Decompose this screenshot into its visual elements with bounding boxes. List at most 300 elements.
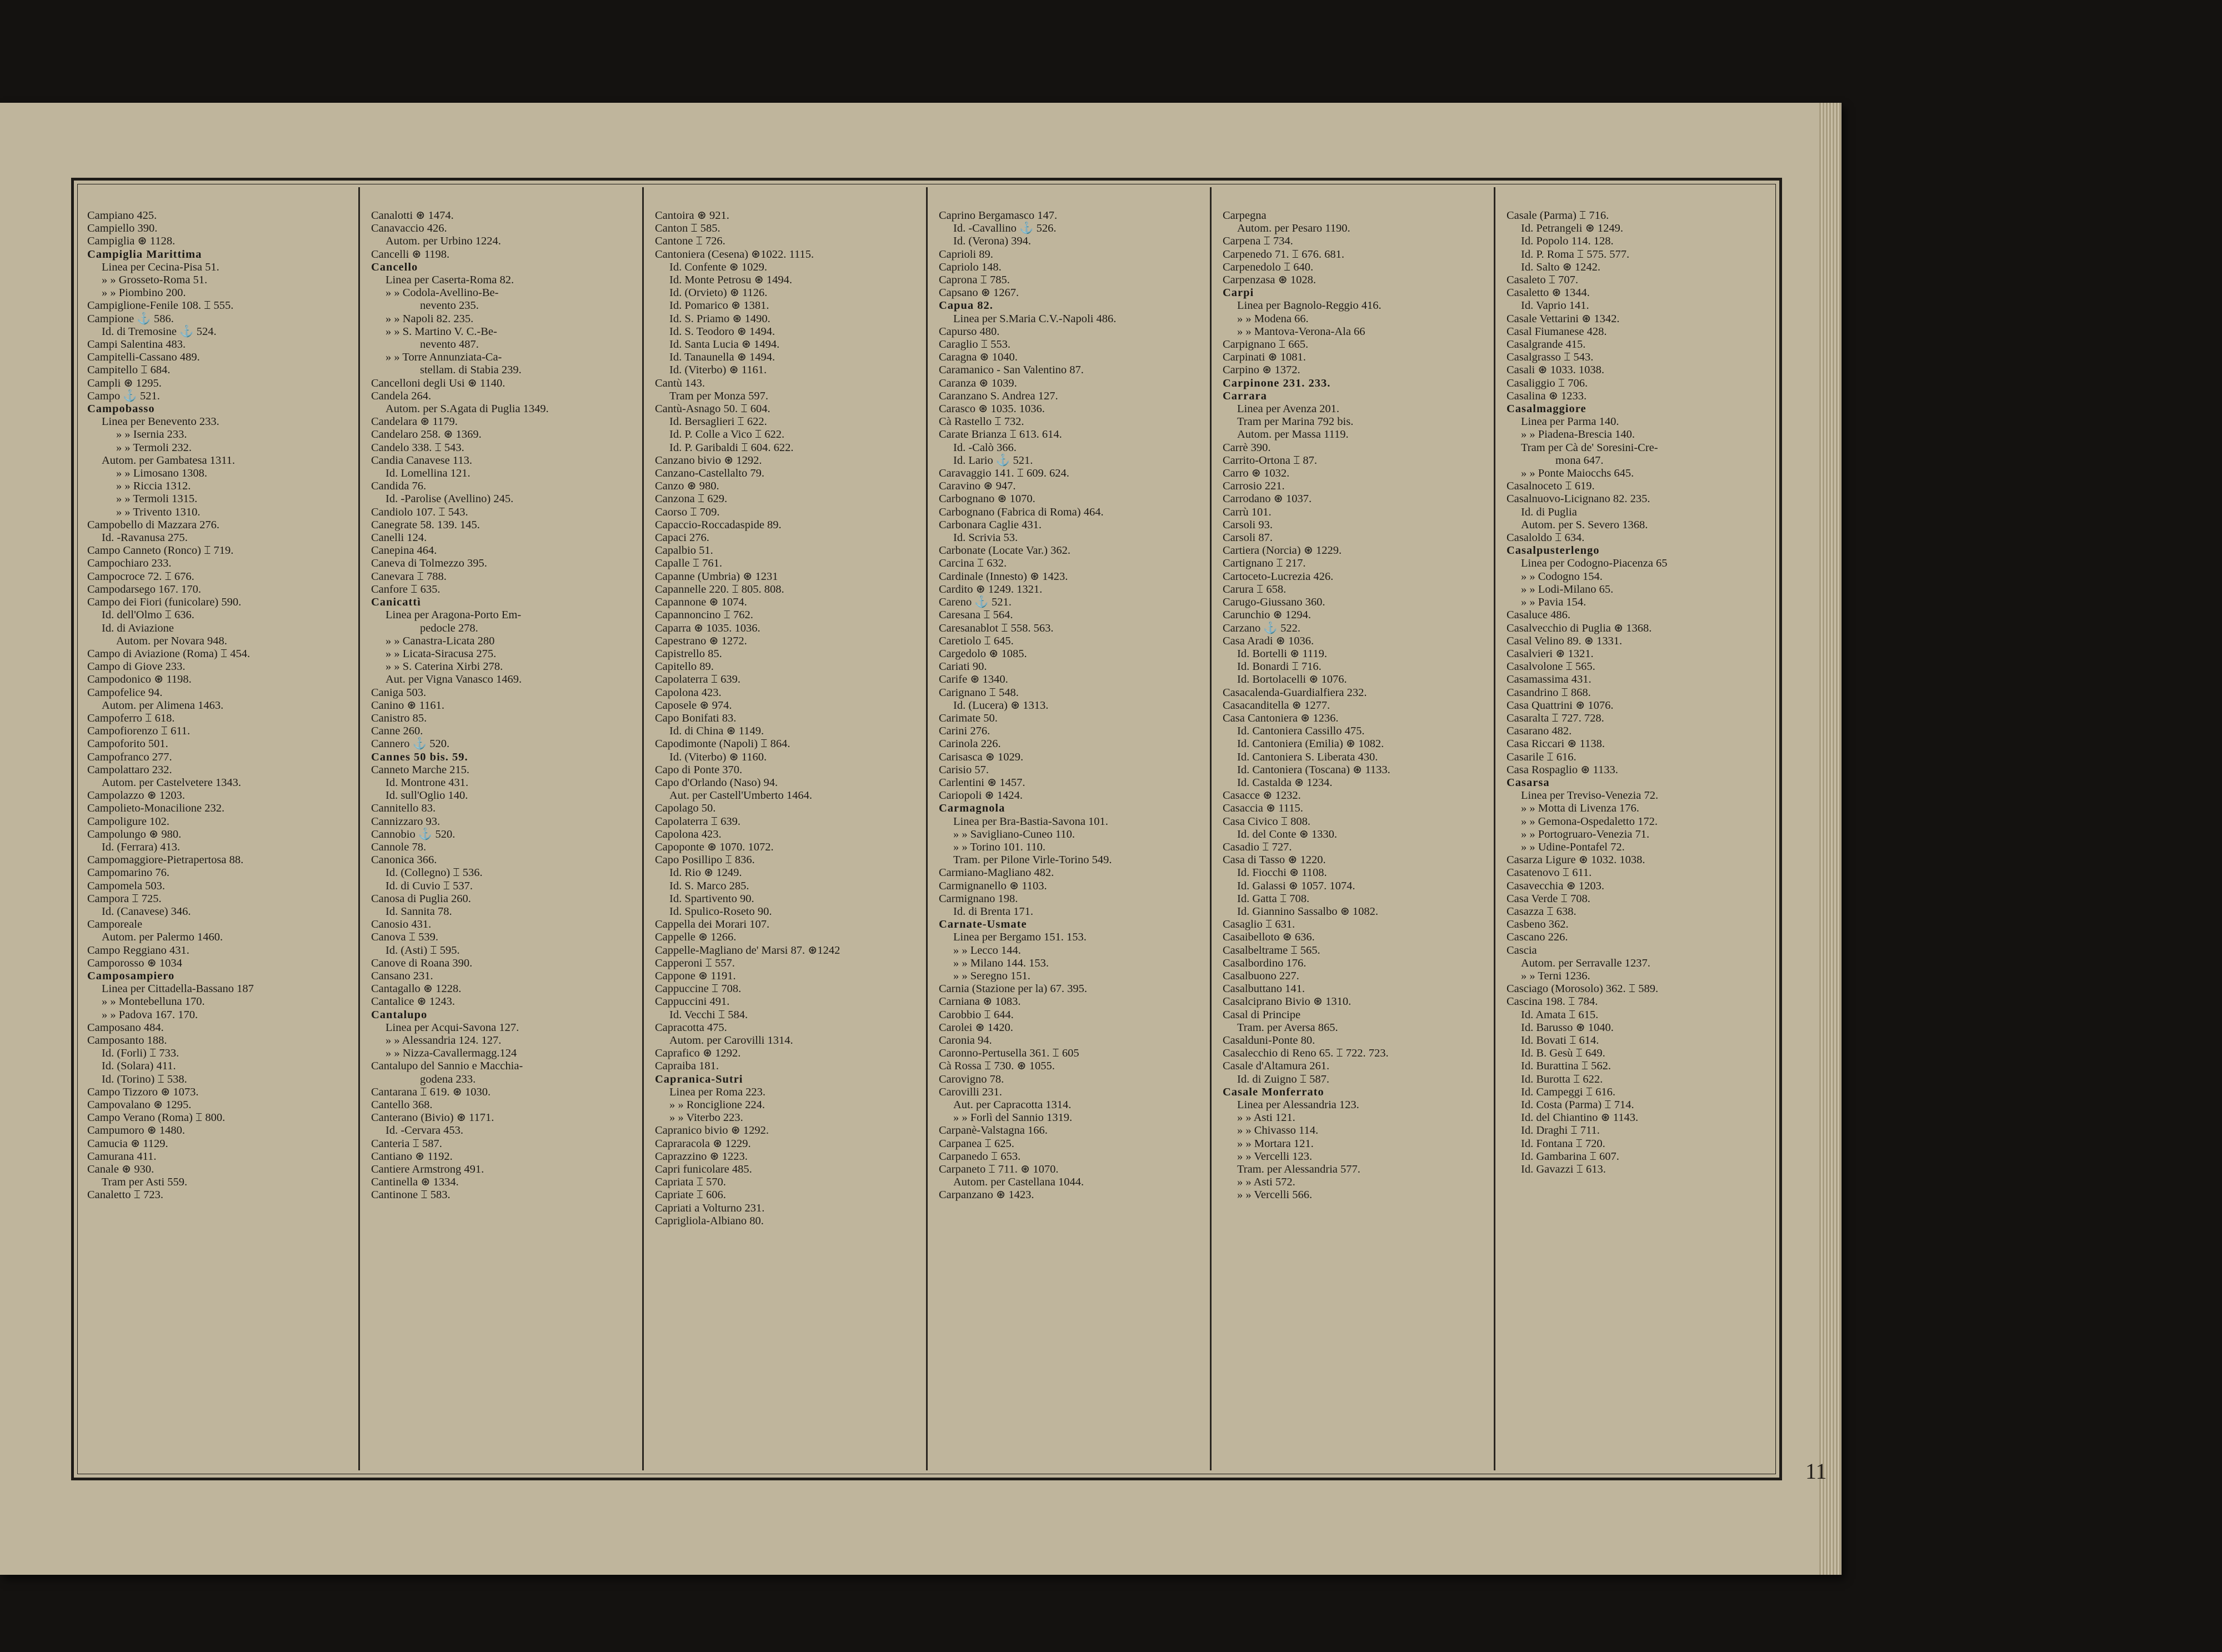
index-entry: nevento 235. — [420, 299, 479, 312]
index-entry: Id. Tanaunella ⊛ 1494. — [669, 351, 775, 364]
index-entry: Id. Costa (Parma) ⌶ 714. — [1521, 1099, 1634, 1112]
index-entry: Canneto Marche 215. — [371, 763, 470, 776]
index-entry: Id. (Viterbo) ⊛ 1161. — [669, 364, 767, 377]
index-entry: Caprigliola-Albiano 80. — [655, 1214, 764, 1227]
index-entry: Cantù-Asnago 50. ⌶ 604. — [655, 403, 770, 415]
index-entry: Camporosso ⊛ 1034 — [87, 957, 182, 969]
index-entry: Canaletto ⌶ 723. — [87, 1189, 163, 1202]
index-entry: Cantello 368. — [371, 1099, 433, 1112]
index-entry: Casa Cantoniera ⊛ 1236. — [1223, 712, 1339, 724]
index-entry: Capsano ⊛ 1267. — [939, 287, 1019, 299]
index-entry: Casal Fiumanese 428. — [1507, 325, 1607, 338]
page-edge — [1819, 103, 1841, 1575]
index-entry: Carunchio ⊛ 1294. — [1223, 609, 1311, 622]
index-entry: Capperoni ⌶ 557. — [655, 957, 735, 969]
index-entry: » » Vercelli 566. — [1237, 1189, 1313, 1202]
index-entry: Cantone ⌶ 726. — [655, 235, 725, 248]
index-entry: Tram per Cà de' Soresini-Cre- — [1521, 441, 1658, 454]
index-entry: Caresana ⌶ 564. — [939, 609, 1013, 622]
index-entry: Autom. per Massa 1119. — [1237, 428, 1349, 441]
index-entry: » » Canastra-Licata 280 — [386, 634, 495, 647]
index-entry: » » Montebelluna 170. — [102, 995, 205, 1008]
index-entry: Campiano 425. — [87, 209, 157, 222]
index-entry: Id. di Brenta 171. — [953, 905, 1034, 918]
index-entry: Id. di Cuvio ⌶ 537. — [386, 879, 473, 892]
index-entry: Id. (Ferrara) 413. — [102, 840, 181, 853]
index-entry: Linea per Bagnolo-Reggio 416. — [1237, 299, 1382, 312]
index-entry: Carrito-Ortona ⌶ 87. — [1223, 454, 1317, 467]
index-entry: Carmiano-Magliano 482. — [939, 867, 1054, 879]
index-entry: Canelli 124. — [371, 532, 427, 544]
index-entry: » » Codogno 154. — [1521, 570, 1603, 583]
index-entry: Id. Salto ⊛ 1242. — [1521, 261, 1601, 273]
index-entry: Candiolo 107. ⌶ 543. — [371, 505, 468, 518]
index-entry: Cannitello 83. — [371, 802, 436, 815]
index-entry: Id. Giannino Sassalbo ⊛ 1082. — [1237, 905, 1379, 918]
index-entry: Capriati a Volturno 231. — [655, 1202, 765, 1214]
index-entry: Casali ⊛ 1033. 1038. — [1507, 364, 1605, 377]
index-heading: Casarsa — [1507, 776, 1550, 789]
index-entry: Carobbio ⌶ 644. — [939, 1008, 1014, 1021]
index-entry: Campitelli-Cassano 489. — [87, 351, 200, 364]
index-entry: Casavecchia ⊛ 1203. — [1507, 879, 1604, 892]
index-entry: Capracotta 475. — [655, 1021, 727, 1034]
index-entry: Capraiba 181. — [655, 1060, 719, 1073]
index-entry: Id. Bonardi ⌶ 716. — [1237, 660, 1322, 673]
index-entry: Autom. per Gambatesa 1311. — [102, 454, 236, 467]
index-column-6 — [1507, 209, 1773, 1470]
index-heading: Carrara — [1223, 389, 1267, 402]
index-entry: Casalvecchio di Puglia ⊛ 1368. — [1507, 622, 1652, 634]
index-entry: Capoponte ⊛ 1070. 1072. — [655, 840, 774, 853]
index-entry: Canepina 464. — [371, 544, 437, 557]
index-entry: Carugo-Giussano 360. — [1223, 596, 1325, 609]
index-entry: Campocroce 72. ⌶ 676. — [87, 570, 194, 583]
index-entry: » » Grosseto-Roma 51. — [102, 274, 208, 287]
index-entry: Camporeale — [87, 918, 143, 931]
index-entry: Casal Velino 89. ⊛ 1331. — [1507, 634, 1623, 647]
index-entry: Id. (Canavese) 346. — [102, 905, 191, 918]
index-heading: Carpinone 231. 233. — [1223, 377, 1331, 389]
index-entry: Carpanea ⌶ 625. — [939, 1137, 1014, 1150]
index-entry: » » Ponte Maiocchs 645. — [1521, 467, 1634, 480]
index-entry: Canove di Roana 390. — [371, 957, 473, 969]
index-entry: Autom. per Carovilli 1314. — [669, 1034, 793, 1047]
index-column-1 — [87, 209, 351, 1470]
index-entry: Id. S. Priamo ⊛ 1490. — [669, 312, 770, 325]
index-entry: » » Vercelli 123. — [1237, 1150, 1313, 1163]
index-entry: Id. Cantoniera (Toscana) ⊛ 1133. — [1237, 763, 1390, 776]
index-entry: Capriata ⌶ 570. — [655, 1176, 726, 1189]
index-entry: Carovilli 231. — [939, 1085, 1002, 1098]
index-entry: Id. Bovati ⌶ 614. — [1521, 1034, 1599, 1047]
index-entry: » » Savigliano-Cuneo 110. — [953, 828, 1075, 840]
index-entry: Campolazzo ⊛ 1203. — [87, 789, 186, 802]
index-entry: Casandrino ⌶ 868. — [1507, 686, 1591, 699]
index-entry: Canzona ⌶ 629. — [655, 493, 728, 505]
index-entry: Caprafico ⊛ 1292. — [655, 1047, 741, 1060]
index-entry: Id. Pomarico ⊛ 1381. — [669, 299, 769, 312]
index-entry: Carpaneto ⌶ 711. ⊛ 1070. — [939, 1163, 1059, 1176]
index-entry: Linea per Bra-Bastia-Savona 101. — [953, 815, 1108, 828]
index-entry: » » Riccia 1312. — [116, 480, 191, 493]
index-entry: Campo di Giove 233. — [87, 660, 186, 673]
index-entry: Caprona ⌶ 785. — [939, 274, 1010, 287]
index-entry: Casalgrasso ⌶ 543. — [1507, 351, 1594, 364]
index-entry: Campomela 503. — [87, 879, 166, 892]
index-entry: Capannelle 220. ⌶ 805. 808. — [655, 583, 784, 595]
index-entry: Carpegna — [1223, 209, 1267, 222]
index-entry: Campo dei Fiori (funicolare) 590. — [87, 596, 242, 609]
index-entry: Carpanè-Valstagna 166. — [939, 1124, 1048, 1137]
index-entry: Linea per Aragona-Porto Em- — [386, 609, 522, 622]
index-entry: Id. Bortolacelli ⊛ 1076. — [1237, 673, 1347, 686]
index-heading: Casale Monferrato — [1223, 1085, 1324, 1098]
index-entry: stellam. di Stabia 239. — [420, 364, 522, 377]
index-entry: Carrù 101. — [1223, 505, 1272, 518]
index-entry: Carpenedo 71. ⌶ 676. 681. — [1223, 248, 1344, 261]
index-entry: Cantoira ⊛ 921. — [655, 209, 729, 222]
index-heading: Carnate-Usmate — [939, 918, 1027, 931]
index-entry: Canegrate 58. 139. 145. — [371, 518, 480, 531]
index-entry: Cardinale (Innesto) ⊛ 1423. — [939, 570, 1068, 583]
index-entry: Casacanditella ⊛ 1277. — [1223, 699, 1330, 712]
index-entry: » » Terni 1236. — [1521, 969, 1590, 982]
index-entry: Casalvieri ⊛ 1321. — [1507, 647, 1594, 660]
index-entry: Cantalice ⊛ 1243. — [371, 995, 455, 1008]
index-entry: » » Portogruaro-Venezia 71. — [1521, 828, 1650, 840]
index-entry: Casarza Ligure ⊛ 1032. 1038. — [1507, 854, 1645, 867]
index-heading: Casalpusterlengo — [1507, 544, 1600, 557]
index-entry: Canfore ⌶ 635. — [371, 583, 441, 595]
index-entry: Cannizzaro 93. — [371, 815, 441, 828]
index-entry: Casaluce 486. — [1507, 609, 1570, 622]
index-entry: Id. Gambarina ⌶ 607. — [1521, 1150, 1619, 1163]
index-entry: Id. Campeggi ⌶ 616. — [1521, 1085, 1616, 1098]
index-entry: Cannobio ⚓ 520. — [371, 828, 456, 840]
index-entry: Canavaccio 426. — [371, 222, 447, 235]
index-entry: Casalduni-Ponte 80. — [1223, 1034, 1315, 1047]
index-entry: godena 233. — [420, 1073, 476, 1085]
index-heading: Canicattì — [371, 596, 421, 609]
index-entry: Campolattaro 232. — [87, 763, 172, 776]
index-entry: Carovigno 78. — [939, 1073, 1004, 1085]
index-entry: Carpanedo ⌶ 653. — [939, 1150, 1021, 1163]
index-entry: Capalbio 51. — [655, 544, 713, 557]
index-entry: Carimate 50. — [939, 712, 998, 724]
index-entry: Carzano ⚓ 522. — [1223, 622, 1300, 634]
index-entry: » » Asti 121. — [1237, 1112, 1295, 1124]
index-entry: Id. Spulico-Roseto 90. — [669, 905, 772, 918]
index-entry: Id. di Tremosine ⚓ 524. — [102, 325, 217, 338]
index-entry: Carniana ⊛ 1083. — [939, 995, 1021, 1008]
index-entry: Candelo 338. ⌶ 543. — [371, 441, 464, 454]
index-entry: Carmignanello ⊛ 1103. — [939, 879, 1047, 892]
index-entry: » » Chivasso 114. — [1237, 1124, 1319, 1137]
index-entry: Casaletto ⊛ 1344. — [1507, 287, 1590, 299]
index-entry: Canosio 431. — [371, 918, 432, 931]
index-entry: Id. Petrangeli ⊛ 1249. — [1521, 222, 1623, 235]
index-entry: Id. Cantoniera (Emilia) ⊛ 1082. — [1237, 738, 1384, 750]
index-entry: Campofiorenzo ⌶ 611. — [87, 725, 191, 738]
index-heading: Carmagnola — [939, 802, 1005, 815]
index-entry: » » Termoli 1315. — [116, 493, 198, 505]
index-entry: Casa di Tasso ⊛ 1220. — [1223, 854, 1326, 867]
index-entry: Capestrano ⊛ 1272. — [655, 634, 747, 647]
index-entry: Candela 264. — [371, 389, 432, 402]
index-entry: Id. S. Teodoro ⊛ 1494. — [669, 325, 775, 338]
index-entry: Carmignano 198. — [939, 892, 1018, 905]
index-entry: Canterano (Bivio) ⊛ 1171. — [371, 1112, 494, 1124]
index-entry: Capo di Ponte 370. — [655, 763, 743, 776]
index-entry: Linea per Benevento 233. — [102, 415, 219, 428]
index-entry: Capriate ⌶ 606. — [655, 1189, 726, 1202]
index-entry: Campo Canneto (Ronco) ⌶ 719. — [87, 544, 234, 557]
index-entry: » » S. Martino V. C.-Be- — [386, 325, 497, 338]
index-entry: Carignano ⌶ 548. — [939, 686, 1019, 699]
index-entry: Caramanico - San Valentino 87. — [939, 364, 1084, 377]
index-entry: Id. Bortelli ⊛ 1119. — [1237, 647, 1327, 660]
index-entry: Id. (Lucera) ⊛ 1313. — [953, 699, 1049, 712]
index-entry: Linea per Alessandria 123. — [1237, 1099, 1359, 1112]
index-entry: Id. (Orvieto) ⊛ 1126. — [669, 287, 768, 299]
index-heading: Campobasso — [87, 403, 155, 415]
index-entry: Autom. per S. Severo 1368. — [1521, 518, 1648, 531]
index-entry: Campochiaro 233. — [87, 557, 172, 570]
index-entry: Casalvolone ⌶ 565. — [1507, 660, 1595, 673]
index-heading: Campiglia Marittima — [87, 248, 202, 261]
index-entry: Carnia (Stazione per la) 67. 395. — [939, 983, 1087, 995]
index-entry: Campobello di Mazzara 276. — [87, 518, 219, 531]
column-rule — [642, 187, 644, 1470]
index-entry: Caresanablot ⌶ 558. 563. — [939, 622, 1054, 634]
index-entry: Id. P. Roma ⌶ 575. 577. — [1521, 248, 1630, 261]
index-entry: Cantù 143. — [655, 377, 705, 389]
index-entry: Id. del Chiantino ⊛ 1143. — [1521, 1112, 1639, 1124]
index-entry: Id. Vecchi ⌶ 584. — [669, 1008, 748, 1021]
index-entry: Capo Posillipo ⌶ 836. — [655, 854, 755, 867]
index-entry: Id. (Verona) 394. — [953, 235, 1032, 248]
index-entry: Carife ⊛ 1340. — [939, 673, 1008, 686]
index-entry: Caraglio ⌶ 553. — [939, 338, 1011, 351]
book-page — [0, 103, 1841, 1575]
index-entry: Capannone ⊛ 1074. — [655, 596, 747, 609]
index-entry: » » Modena 66. — [1237, 312, 1309, 325]
index-entry: Canalotti ⊛ 1474. — [371, 209, 454, 222]
index-entry: Cariati 90. — [939, 660, 987, 673]
index-entry: Cascano 226. — [1507, 931, 1568, 944]
index-entry: Id. del Conte ⊛ 1330. — [1237, 828, 1338, 840]
index-entry: Cargedolo ⊛ 1085. — [939, 647, 1027, 660]
column-rule — [1494, 187, 1495, 1470]
index-entry: » » Nizza-Cavallermagg.124 — [386, 1047, 517, 1060]
index-entry: Id. Cantoniera Cassillo 475. — [1237, 725, 1365, 738]
index-entry: Caravino ⊛ 947. — [939, 480, 1016, 493]
index-entry: Id. P. Colle a Vico ⌶ 622. — [669, 428, 785, 441]
index-entry: Id. Castalda ⊛ 1234. — [1237, 776, 1333, 789]
index-entry: Canino ⊛ 1161. — [371, 699, 445, 712]
index-entry: Id. Amata ⌶ 615. — [1521, 1008, 1599, 1021]
index-entry: Cappuccine ⌶ 708. — [655, 983, 742, 995]
index-entry: Carbognano (Fabrica di Roma) 464. — [939, 505, 1104, 518]
index-entry: Capolona 423. — [655, 828, 722, 840]
index-entry: Linea per Caserta-Roma 82. — [386, 274, 514, 287]
index-entry: Tram per Marina 792 bis. — [1237, 415, 1354, 428]
index-entry: Casamassima 431. — [1507, 673, 1592, 686]
index-entry: Carinola 226. — [939, 738, 1001, 750]
index-entry: » » Torre Annunziata-Ca- — [386, 351, 502, 364]
index-entry: Carpenzasa ⊛ 1028. — [1223, 274, 1317, 287]
index-entry: Canale ⊛ 930. — [87, 1163, 154, 1176]
index-entry: Casa Verde ⌶ 708. — [1507, 892, 1590, 905]
index-entry: Id. Popolo 114. 128. — [1521, 235, 1614, 248]
index-entry: Campli ⊛ 1295. — [87, 377, 162, 389]
index-entry: Cancelloni degli Usi ⊛ 1140. — [371, 377, 506, 389]
index-entry: Campo di Aviazione (Roma) ⌶ 454. — [87, 647, 251, 660]
index-entry: Cannero ⚓ 520. — [371, 738, 450, 750]
index-heading: Carpi — [1223, 287, 1254, 299]
index-entry: Id. Confente ⊛ 1029. — [669, 261, 768, 273]
index-entry: Cantarana ⌶ 619. ⊛ 1030. — [371, 1085, 491, 1098]
index-entry: Id. Galassi ⊛ 1057. 1074. — [1237, 879, 1355, 892]
index-entry: Carsoli 87. — [1223, 532, 1273, 544]
index-entry: Tram per Asti 559. — [102, 1176, 188, 1189]
index-entry: » » Viterbo 223. — [669, 1112, 743, 1124]
index-entry: Campi Salentina 483. — [87, 338, 186, 351]
index-entry: Carini 276. — [939, 725, 990, 738]
index-entry: Linea per Bergamo 151. 153. — [953, 931, 1087, 944]
index-entry: Canne 260. — [371, 725, 423, 738]
index-entry: » » Mortara 121. — [1237, 1137, 1314, 1150]
index-entry: » » Limosano 1308. — [116, 467, 207, 480]
index-entry: Casa Civico ⌶ 808. — [1223, 815, 1311, 828]
index-entry: Cascia — [1507, 944, 1537, 957]
index-entry: Casalciprano Bivio ⊛ 1310. — [1223, 995, 1352, 1008]
index-entry: Casaralta ⌶ 727. 728. — [1507, 712, 1604, 724]
index-entry: Tram per Monza 597. — [669, 389, 769, 402]
index-entry: » » Mantova-Verona-Ala 66 — [1237, 325, 1365, 338]
index-entry: Casa Riccari ⊛ 1138. — [1507, 738, 1605, 750]
index-entry: Id. Monte Petrosu ⊛ 1494. — [669, 274, 793, 287]
index-entry: Carlentini ⊛ 1457. — [939, 776, 1025, 789]
index-entry: Campomarino 76. — [87, 867, 170, 879]
index-entry: Caragna ⊛ 1040. — [939, 351, 1018, 364]
index-entry: » » Asti 572. — [1237, 1176, 1295, 1189]
index-column-3 — [655, 209, 919, 1470]
index-entry: Carpanzano ⊛ 1423. — [939, 1189, 1034, 1202]
index-entry: Id. Lomellina 121. — [386, 467, 471, 480]
index-entry: Campitello ⌶ 684. — [87, 364, 171, 377]
index-entry: » » Milano 144. 153. — [953, 957, 1049, 969]
index-entry: » » Termoli 232. — [116, 441, 192, 454]
index-entry: Casaloldo ⌶ 634. — [1507, 532, 1585, 544]
index-entry: Carolei ⊛ 1420. — [939, 1021, 1013, 1034]
column-rule — [1210, 187, 1212, 1470]
index-entry: Capolago 50. — [655, 802, 716, 815]
index-entry: Cartiera (Norcia) ⊛ 1229. — [1223, 544, 1342, 557]
index-entry: Camposano 484. — [87, 1021, 164, 1034]
index-entry: Linea per Roma 223. — [669, 1085, 766, 1098]
index-entry: Id. Gatta ⌶ 708. — [1237, 892, 1310, 905]
index-entry: Id. Fontana ⌶ 720. — [1521, 1137, 1605, 1150]
index-entry: Id. Spartivento 90. — [669, 892, 754, 905]
index-entry: Casa Quattrini ⊛ 1076. — [1507, 699, 1614, 712]
index-entry: Casalecchio di Reno 65. ⌶ 722. 723. — [1223, 1047, 1389, 1060]
index-entry: Carsoli 93. — [1223, 518, 1273, 531]
index-entry: Cariopoli ⊛ 1424. — [939, 789, 1023, 802]
index-entry: Canzano-Castellalto 79. — [655, 467, 764, 480]
index-entry: Id. Vaprio 141. — [1521, 299, 1589, 312]
index-entry: Cà Rossa ⌶ 730. ⊛ 1055. — [939, 1060, 1055, 1073]
index-entry: Capannoncino ⌶ 762. — [655, 609, 753, 622]
index-entry: » » Seregno 151. — [953, 969, 1030, 982]
index-entry: Cancelli ⊛ 1198. — [371, 248, 450, 261]
index-entry: Casazza ⌶ 638. — [1507, 905, 1577, 918]
index-entry: Casacalenda-Guardialfiera 232. — [1223, 686, 1367, 699]
index-entry: Caniga 503. — [371, 686, 427, 699]
index-entry: Cardito ⊛ 1249. 1321. — [939, 583, 1043, 595]
index-entry: » » S. Caterina Xirbi 278. — [386, 660, 503, 673]
index-entry: Cà Rastello ⌶ 732. — [939, 415, 1024, 428]
index-entry: Autom. per Palermo 1460. — [102, 931, 223, 944]
index-entry: Capranico bivio ⊛ 1292. — [655, 1124, 769, 1137]
index-entry: » » Udine-Pontafel 72. — [1521, 840, 1625, 853]
index-entry: Autom. per Novara 948. — [116, 634, 227, 647]
index-entry: Cascina 198. ⌶ 784. — [1507, 995, 1598, 1008]
index-entry: » » Motta di Livenza 176. — [1521, 802, 1639, 815]
index-entry: Capistrello 85. — [655, 647, 722, 660]
index-entry: Campofelice 94. — [87, 686, 163, 699]
index-entry: Id. S. Marco 285. — [669, 879, 749, 892]
index-entry: Canevara ⌶ 788. — [371, 570, 447, 583]
index-entry: Capraracola ⊛ 1229. — [655, 1137, 751, 1150]
index-entry: mona 647. — [1555, 454, 1604, 467]
index-entry: Casale Vettarini ⊛ 1342. — [1507, 312, 1620, 325]
index-entry: Caposele ⊛ 974. — [655, 699, 732, 712]
index-entry: Id. sull'Oglio 140. — [386, 789, 468, 802]
index-entry: Canzano bivio ⊛ 1292. — [655, 454, 762, 467]
index-entry: Casciago (Morosolo) 362. ⌶ 589. — [1507, 983, 1659, 995]
index-entry: Casaccia ⊛ 1115. — [1223, 802, 1303, 815]
index-entry: Capaccio-Roccadaspide 89. — [655, 518, 782, 531]
index-entry: Candelara ⊛ 1179. — [371, 415, 458, 428]
index-entry: Capolona 423. — [655, 686, 722, 699]
index-entry: » » Lodi-Milano 65. — [1521, 583, 1614, 595]
index-entry: Carbognano ⊛ 1070. — [939, 493, 1035, 505]
index-entry: Cartoceto-Lucrezia 426. — [1223, 570, 1334, 583]
index-heading: Casalmaggiore — [1507, 403, 1587, 415]
index-entry: Campumoro ⊛ 1480. — [87, 1124, 186, 1137]
index-entry: Carbonate (Locate Var.) 362. — [939, 544, 1070, 557]
index-entry: Id. (Torino) ⌶ 538. — [102, 1073, 187, 1085]
index-entry: Casalbeltrame ⌶ 565. — [1223, 944, 1320, 957]
index-entry: Id. Montrone 431. — [386, 776, 469, 789]
index-entry: Autom. per Castellana 1044. — [953, 1176, 1084, 1189]
index-entry: Campofranco 277. — [87, 750, 172, 763]
index-entry: Carate Brianza ⌶ 613. 614. — [939, 428, 1062, 441]
index-entry: Carrodano ⊛ 1037. — [1223, 493, 1312, 505]
index-entry: Campomaggiore-Pietrapertosa 88. — [87, 854, 244, 867]
index-entry: Caretiolo ⌶ 645. — [939, 634, 1014, 647]
index-entry: Id. P. Garibaldi ⌶ 604. 622. — [669, 441, 794, 454]
index-entry: Aut. per Capracotta 1314. — [953, 1099, 1072, 1112]
column-rule — [926, 187, 928, 1470]
index-column-4 — [939, 209, 1203, 1470]
index-entry: Candia Canavese 113. — [371, 454, 472, 467]
index-entry: Casal di Principe — [1223, 1008, 1301, 1021]
index-entry: Campo Reggiano 431. — [87, 944, 189, 957]
index-entry: Id. dell'Olmo ⌶ 636. — [102, 609, 194, 622]
